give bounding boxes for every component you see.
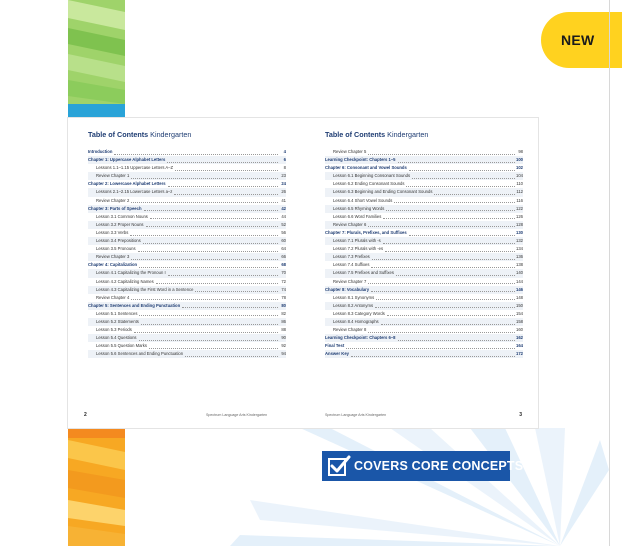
toc-entry <box>325 164 523 172</box>
toc-entry <box>325 197 523 205</box>
toc-entry <box>325 318 523 326</box>
right-page <box>303 118 538 428</box>
right-page-number: 3 <box>519 412 522 418</box>
panel-divider <box>609 0 610 546</box>
toc-entry-title: Lesson 4.2 Capitalizing Names <box>96 278 154 284</box>
toc-entry-title: Lesson 3.3 Verbs <box>96 229 129 235</box>
toc-entry-title: Chapter 6: Consonant and Vowel Sounds <box>325 165 407 171</box>
toc-leader-dots <box>396 275 515 276</box>
toc-leader-dots <box>131 299 278 300</box>
toc-entry-page: 154 <box>516 310 523 316</box>
toc-entry <box>325 205 523 213</box>
toc-entry-title: Lessons 1.1–1.15 Uppercase Letters A–Z <box>96 165 174 171</box>
toc-entry-title: Lesson 8.3 Category Words <box>333 310 385 316</box>
toc-entry <box>88 334 286 342</box>
toc-entry <box>88 221 286 229</box>
toc-entry <box>88 294 286 302</box>
toc-entry-page: 24 <box>281 181 286 187</box>
toc-leader-dots <box>146 226 278 227</box>
toc-entry-page: 68 <box>281 262 286 268</box>
toc-leader-dots <box>144 210 278 211</box>
toc-entry-page: 80 <box>281 302 286 308</box>
toc-entry <box>88 350 286 358</box>
toc-leader-dots <box>434 194 515 195</box>
toc-entry-page: 44 <box>281 213 286 219</box>
toc-entry <box>325 310 523 318</box>
toc-leader-dots <box>371 291 515 292</box>
toc-entry <box>325 302 523 310</box>
right-page-footer: Spectrum Language Arts Kindergarten <box>325 413 387 417</box>
toc-entry <box>88 197 286 205</box>
toc-entry-title: Learning Checkpoint: Chapters 6–8 <box>325 335 396 341</box>
toc-entry-page: 90 <box>281 335 286 341</box>
toc-entry <box>88 205 286 213</box>
toc-leader-dots <box>368 332 515 333</box>
toc-leader-dots <box>168 275 278 276</box>
toc-entry-title: Lesson 8.4 Homographs <box>333 318 379 324</box>
toc-entry <box>325 286 523 294</box>
toc-entry-title: Lesson 7.4 Suffixes <box>333 262 370 268</box>
toc-entry-title: Chapter 7: Plurals, Prefixes, and Suffixes <box>325 229 407 235</box>
toc-entry-title: Chapter 2: Lowercase Alphabet Letters <box>88 181 166 187</box>
covers-core-concepts-banner <box>322 451 524 481</box>
toc-entry-title: Lesson 5.3 Periods <box>96 327 132 333</box>
left-page <box>68 118 303 428</box>
toc-entry-page: 86 <box>281 318 286 324</box>
toc-entry-title: Lesson 6.1 Beginning Consonant Sounds <box>333 173 411 179</box>
toc-entry-title: Lesson 3.1 Common Nouns <box>96 213 148 219</box>
toc-entry-page: 78 <box>281 294 286 300</box>
toc-leader-dots <box>185 356 278 357</box>
toc-leader-dots <box>138 251 278 252</box>
toc-entry-page: 162 <box>516 335 523 341</box>
toc-entry-page: 94 <box>281 351 286 357</box>
toc-leader-dots <box>149 348 278 349</box>
toc-leader-dots <box>174 194 278 195</box>
toc-entry-page: 122 <box>516 205 523 211</box>
toc-entry <box>88 318 286 326</box>
toc-leader-dots <box>131 259 278 260</box>
toc-leader-dots <box>134 332 278 333</box>
toc-entry <box>88 326 286 334</box>
toc-entry <box>88 164 286 172</box>
toc-leader-dots <box>375 307 515 308</box>
toc-leader-dots <box>131 178 278 179</box>
toc-entry <box>325 245 523 253</box>
toc-entry-page: 116 <box>516 197 523 203</box>
toc-entry-page: 66 <box>281 254 286 260</box>
toc-entry-page: 164 <box>516 343 523 349</box>
toc-entry-title: Chapter 3: Parts of Speech <box>88 205 142 211</box>
toc-leader-dots <box>383 218 515 219</box>
toc-entry <box>325 342 523 350</box>
toc-entry <box>325 172 523 180</box>
toc-entry-title: Review Chapter 2 <box>96 197 130 203</box>
new-badge-label: NEW <box>561 32 595 48</box>
toc-leader-dots <box>409 235 515 236</box>
toc-entry-title: Lesson 5.5 Question Marks <box>96 343 147 349</box>
toc-leader-dots <box>383 243 515 244</box>
toc-entry-page: 134 <box>516 246 523 252</box>
toc-entry-page: 6 <box>283 157 286 163</box>
toc-leader-dots <box>346 348 515 349</box>
toc-entry-title: Lesson 3.5 Pronouns <box>96 246 136 252</box>
toc-leader-dots <box>387 315 515 316</box>
toc-entry-title: Lesson 5.6 Sentences and Ending Punctuation <box>96 351 184 357</box>
toc-entry <box>88 269 286 277</box>
toc-entry-page: 128 <box>516 221 523 227</box>
toc-entry-title: Lesson 7.2 Plurals with -es <box>333 246 384 252</box>
toc-entry-title: Lessons 2.1–2.15 Lowercase Letters a–z <box>96 189 173 195</box>
toc-entry <box>88 213 286 221</box>
toc-entry-title: Lesson 6.3 Beginning and Ending Consonant Sounds <box>333 189 433 195</box>
toc-entry-page: 132 <box>516 238 523 244</box>
toc-leader-dots <box>195 291 278 292</box>
toc-leader-dots <box>168 186 278 187</box>
toc-entry-page: 112 <box>516 189 523 195</box>
toc-leader-dots <box>371 267 515 268</box>
toc-leader-dots <box>368 226 515 227</box>
toc-entry-page: 100 <box>516 157 523 163</box>
toc-entry <box>325 261 523 269</box>
toc-entry-title: Lesson 5.4 Questions <box>96 335 137 341</box>
toc-entry-page: 74 <box>281 286 286 292</box>
toc-leader-dots <box>376 299 515 300</box>
checkbox-check-icon <box>327 454 351 478</box>
toc-entry-page: 4 <box>283 149 286 154</box>
left-toc-list <box>88 148 286 358</box>
toc-entry-page: 41 <box>281 197 286 203</box>
toc-entry-page: 104 <box>516 173 523 179</box>
toc-entry-page: 70 <box>281 270 286 276</box>
toc-entry <box>325 188 523 196</box>
toc-entry-title: Lesson 4.3 Capitalizing the First Word in a Sentence <box>96 286 194 292</box>
toc-entry-page: 130 <box>516 229 523 235</box>
toc-entry-title: Review Chapter 6 <box>333 221 367 227</box>
toc-entry-page: 64 <box>281 246 286 252</box>
toc-entry-title: Review Chapter 5 <box>333 149 367 154</box>
toc-leader-dots <box>386 210 515 211</box>
toc-entry-page: 172 <box>516 351 523 357</box>
toc-entry <box>88 253 286 261</box>
book-spread <box>68 118 538 428</box>
toc-entry-title: Lesson 5.1 Sentences <box>96 310 138 316</box>
toc-leader-dots <box>130 235 278 236</box>
toc-entry-title: Review Chapter 8 <box>333 327 367 333</box>
toc-entry-page: 23 <box>281 173 286 179</box>
toc-entry <box>88 310 286 318</box>
toc-leader-dots <box>167 162 278 163</box>
toc-leader-dots <box>143 243 278 244</box>
toc-entry-title: Lesson 6.6 Word Families <box>333 213 382 219</box>
toc-entry-title: Lesson 4.1 Capitalizing the Pronoun I <box>96 270 166 276</box>
toc-entry-title: Lesson 6.5 Rhyming Words <box>333 205 385 211</box>
toc-entry-page: 158 <box>516 318 523 324</box>
toc-entry-page: 102 <box>516 165 523 171</box>
toc-leader-dots <box>394 202 515 203</box>
toc-entry <box>88 172 286 180</box>
toc-entry-page: 146 <box>516 286 523 292</box>
toc-entry <box>88 245 286 253</box>
sunburst-rays <box>230 428 609 546</box>
toc-entry-title: Lesson 3.4 Prepositions <box>96 238 141 244</box>
toc-entry <box>325 180 523 188</box>
toc-entry-page: 52 <box>281 221 286 227</box>
toc-entry <box>325 229 523 237</box>
toc-leader-dots <box>139 267 278 268</box>
toc-entry <box>88 180 286 188</box>
toc-entry <box>88 148 286 156</box>
right-toc-list <box>325 148 523 358</box>
toc-entry <box>325 156 523 164</box>
toc-leader-dots <box>398 162 515 163</box>
banner-label: COVERS CORE CONCEPTS <box>354 459 524 473</box>
toc-entry <box>88 286 286 294</box>
toc-entry <box>88 278 286 286</box>
toc-leader-dots <box>139 315 278 316</box>
toc-entry-title: Lesson 5.2 Statements <box>96 318 139 324</box>
toc-entry-page: 72 <box>281 278 286 284</box>
toc-entry-page: 42 <box>281 205 286 211</box>
toc-entry <box>325 278 523 286</box>
toc-entry-page: 160 <box>516 327 523 333</box>
toc-entry-title: Lesson 7.3 Prefixes <box>333 254 370 260</box>
toc-leader-dots <box>385 251 515 252</box>
toc-entry <box>88 342 286 350</box>
toc-leader-dots <box>351 356 515 357</box>
toc-entry-page: 92 <box>281 343 286 349</box>
toc-entry-page: 150 <box>516 302 523 308</box>
toc-entry-page: 98 <box>518 149 523 154</box>
toc-leader-dots <box>372 259 515 260</box>
toc-entry-title: Review Chapter 3 <box>96 254 130 260</box>
toc-entry-title: Chapter 4: Capitalization <box>88 262 138 268</box>
toc-entry <box>88 188 286 196</box>
toc-entry-page: 126 <box>516 213 523 219</box>
toc-entry-title: Lesson 6.2 Ending Consonant Sounds <box>333 181 405 187</box>
toc-leader-dots <box>156 283 278 284</box>
toc-leader-dots <box>141 324 278 325</box>
right-page-subtitle: Kindergarten <box>387 130 429 139</box>
toc-entry-page: 26 <box>281 189 286 195</box>
toc-entry-page: 144 <box>516 278 523 284</box>
toc-leader-dots <box>412 178 515 179</box>
left-page-number: 2 <box>84 412 87 418</box>
toc-entry-page: 110 <box>516 181 523 187</box>
toc-entry-title: Review Chapter 4 <box>96 294 130 300</box>
toc-leader-dots <box>368 154 515 155</box>
toc-leader-dots <box>131 202 278 203</box>
toc-entry-page: 140 <box>516 270 523 276</box>
left-page-title: Table of Contents Kindergarten <box>88 130 192 139</box>
left-page-footer: Spectrum Language Arts Kindergarten <box>206 413 268 417</box>
toc-entry-title: Introduction <box>88 149 113 154</box>
toc-entry-title: Final Test <box>325 343 345 349</box>
toc-leader-dots <box>139 340 278 341</box>
toc-entry-title: Answer Key <box>325 351 349 357</box>
toc-leader-dots <box>368 283 515 284</box>
toc-entry-page: 8 <box>283 165 286 171</box>
toc-entry <box>325 213 523 221</box>
top-color-strip <box>68 0 125 120</box>
toc-entry-page: 60 <box>281 238 286 244</box>
toc-entry <box>325 253 523 261</box>
toc-entry <box>325 221 523 229</box>
toc-entry-title: Chapter 8: Vocabulary <box>325 286 370 292</box>
toc-entry <box>325 269 523 277</box>
toc-leader-dots <box>150 218 278 219</box>
toc-entry-title: Lesson 8.1 Synonyms <box>333 294 375 300</box>
toc-entry-page: 148 <box>516 294 523 300</box>
toc-entry <box>325 326 523 334</box>
toc-leader-dots <box>381 324 515 325</box>
toc-entry <box>325 294 523 302</box>
toc-entry <box>325 148 523 156</box>
right-page-title: Table of Contents Kindergarten <box>325 130 429 139</box>
toc-entry-page: 56 <box>281 229 286 235</box>
toc-entry-title: Learning Checkpoint: Chapters 1–5 <box>325 157 396 163</box>
toc-leader-dots <box>175 170 278 171</box>
toc-entry-page: 88 <box>281 327 286 333</box>
toc-entry <box>325 350 523 358</box>
toc-entry <box>88 156 286 164</box>
toc-entry-title: Review Chapter 7 <box>333 278 367 284</box>
toc-entry-page: 136 <box>516 254 523 260</box>
toc-entry <box>88 261 286 269</box>
toc-entry-title: Lesson 7.5 Prefixes and Suffixes <box>333 270 394 276</box>
toc-entry <box>325 334 523 342</box>
toc-leader-dots <box>398 340 515 341</box>
toc-entry-page: 82 <box>281 310 286 316</box>
toc-entry-title: Chapter 5: Sentences and Ending Punctuation <box>88 302 181 308</box>
toc-entry-title: Lesson 7.1 Plurals with -s <box>333 238 381 244</box>
toc-entry <box>88 237 286 245</box>
toc-leader-dots <box>114 154 278 155</box>
toc-leader-dots <box>406 186 515 187</box>
toc-entry-title: Chapter 1: Uppercase Alphabet Letters <box>88 157 166 163</box>
toc-leader-dots <box>182 307 278 308</box>
toc-entry-title: Lesson 8.2 Antonyms <box>333 302 374 308</box>
toc-entry <box>88 302 286 310</box>
toc-entry-title: Lesson 3.2 Proper Nouns <box>96 221 144 227</box>
toc-entry-page: 138 <box>516 262 523 268</box>
toc-leader-dots <box>409 170 515 171</box>
toc-entry <box>325 237 523 245</box>
toc-entry-title: Review Chapter 1 <box>96 173 130 179</box>
left-page-subtitle: Kindergarten <box>150 130 192 139</box>
toc-entry-title: Lesson 6.4 Short Vowel Sounds <box>333 197 393 203</box>
toc-entry <box>88 229 286 237</box>
bottom-color-strip <box>68 428 125 546</box>
